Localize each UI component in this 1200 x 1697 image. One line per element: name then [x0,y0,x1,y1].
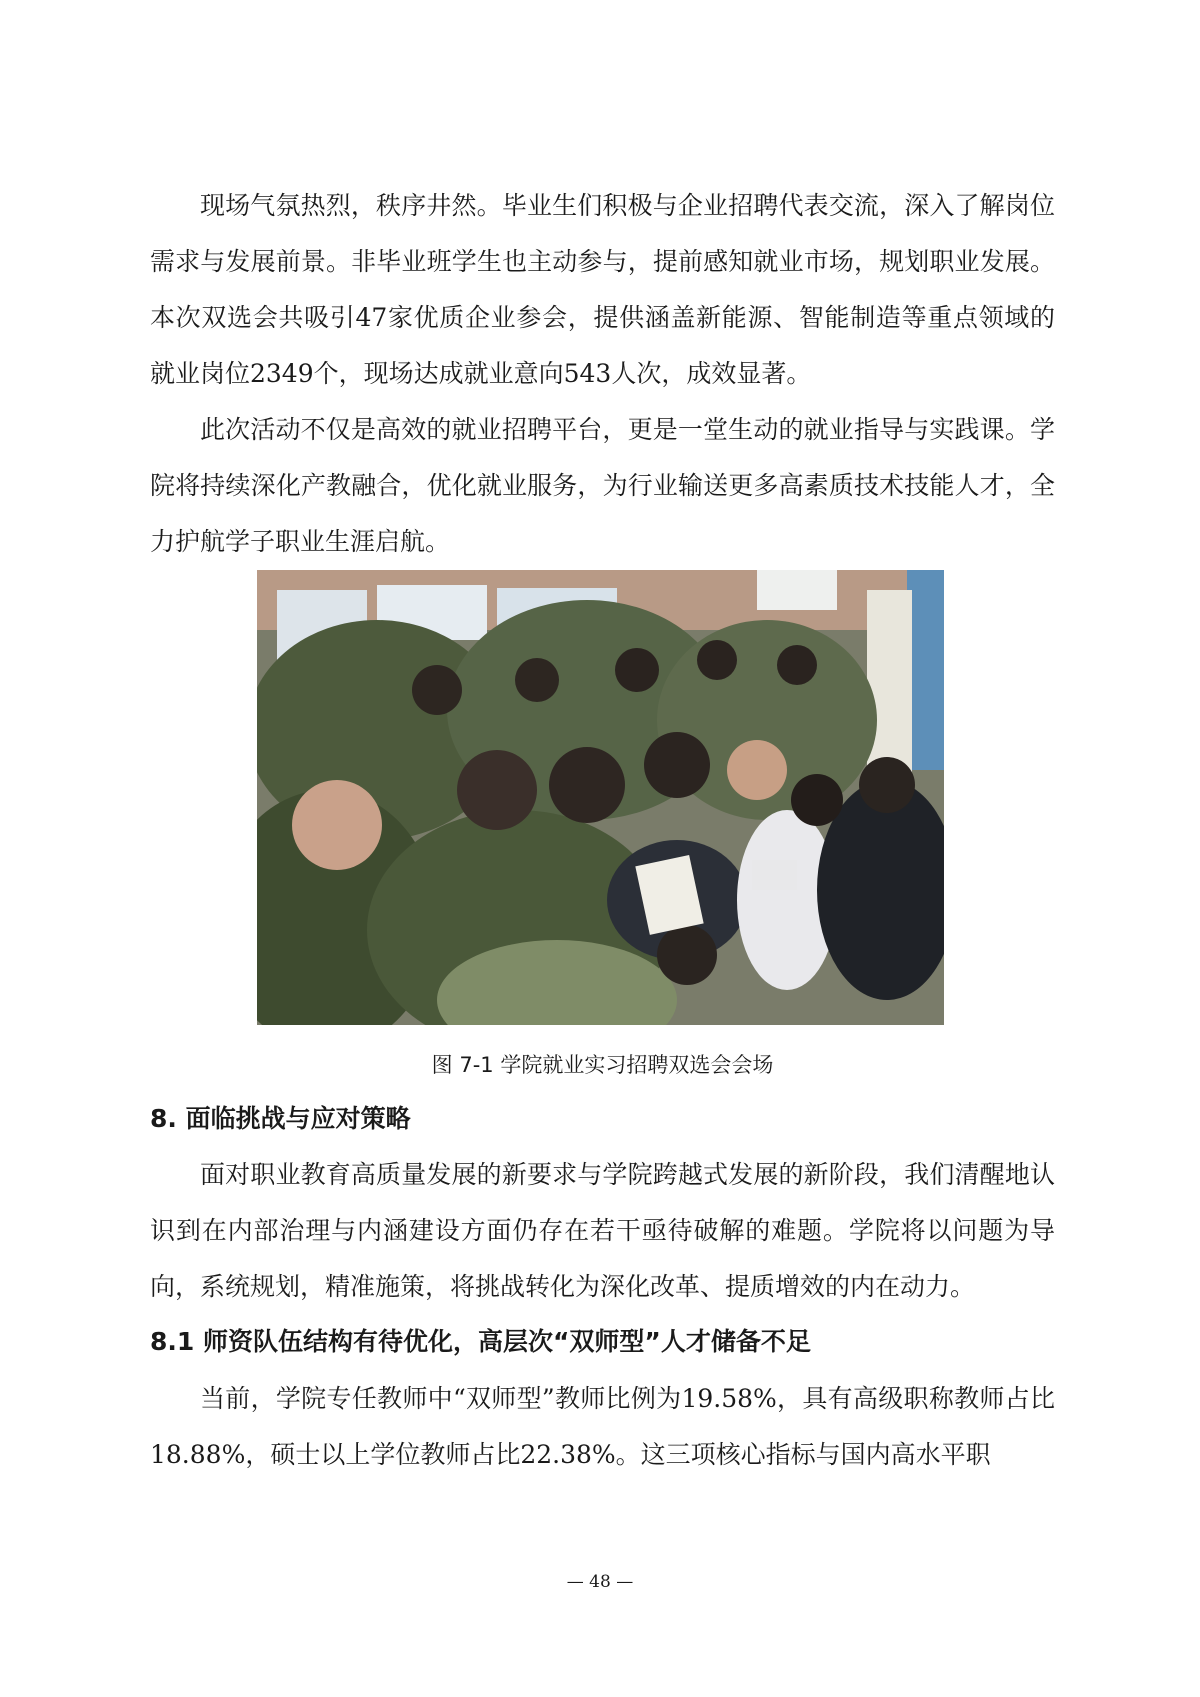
paragraph-job-fair-results: 现场气氛热烈，秩序井然。毕业生们积极与企业招聘代表交流，深入了解岗位需求与发展前景。非毕业班学生也主动参与，提前感知就业市场，规划职业发展。本次双选会共吸引47家优质企业参会，提供涵盖新能源、智能制造等重点领域的就业岗位2349个，现场达成就业意向543人次，成效显著。 [150,191,1055,388]
job-fair-photo [257,570,944,1025]
figure-caption: 图 7-1 学院就业实习招聘双选会会场 [431,1053,774,1077]
paragraph-activity-summary: 此次活动不仅是高效的就业招聘平台，更是一堂生动的就业指导与实践课。学院将持续深化产教融合，优化就业服务，为行业输送更多高素质技术技能人才，全力护航学子职业生涯启航。 [150,415,1055,556]
paragraph-challenges-intro: 面对职业教育高质量发展的新要求与学院跨越式发展的新阶段，我们清醒地认识到在内部治理与内涵建设方面仍存在若干亟待破解的难题。学院将以问题为导向，系统规划，精准施策，将挑战转化为深化改革、提质增效的内在动力。 [150,1160,1055,1301]
page-number: — 48 — [566,1572,634,1592]
paragraph-faculty-stats: 当前，学院专任教师中“双师型”教师比例为19.58%，具有高级职称教师占比18.88%，硕士以上学位教师占比22.38%。这三项核心指标与国内高水平职 [150,1384,1055,1469]
section-heading-8-1: 8.1 师资队伍结构有待优化，高层次“双师型”人才储备不足 [150,1327,811,1356]
section-heading-8: 8. 面临挑战与应对策略 [150,1104,411,1133]
